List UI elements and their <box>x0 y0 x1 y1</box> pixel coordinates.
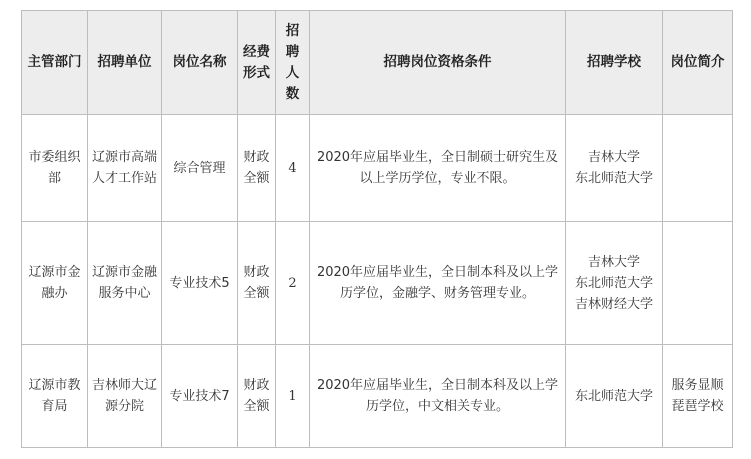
header-funding: 经费形式 <box>238 11 276 115</box>
header-conditions: 招聘岗位资格条件 <box>310 11 566 115</box>
cell-conditions: 2020年应届毕业生，全日制硕士研究生及以上学历学位，专业不限。 <box>310 115 566 222</box>
cell-count: 2 <box>276 222 310 345</box>
table-row <box>22 345 733 448</box>
cell-conditions: 2020年应届毕业生，全日制本科及以上学历学位，金融学、财务管理专业。 <box>310 222 566 345</box>
cell-unit: 辽源市金融服务中心 <box>88 222 162 345</box>
cell-dept: 辽源市金融办 <box>22 222 88 345</box>
header-position: 岗位名称 <box>162 11 238 115</box>
cell-unit: 辽源市高端人才工作站 <box>88 115 162 222</box>
cell-dept: 辽源市教育局 <box>22 345 88 448</box>
cell-conditions: 2020年应届毕业生，全日制本科及以上学历学位，中文相关专业。 <box>310 345 566 448</box>
header-intro: 岗位简介 <box>663 11 733 115</box>
header-count: 招聘人数 <box>276 11 310 115</box>
cell-position: 专业技术5 <box>162 222 238 345</box>
header-schools: 招聘学校 <box>566 11 663 115</box>
header-unit: 招聘单位 <box>88 11 162 115</box>
cell-schools: 东北师范大学 <box>566 345 663 448</box>
cell-intro <box>663 115 733 222</box>
table-header-row <box>22 11 733 115</box>
cell-position: 专业技术7 <box>162 345 238 448</box>
table-row <box>22 115 733 222</box>
cell-funding: 财政全额 <box>238 345 276 448</box>
table-row <box>22 222 733 345</box>
recruitment-table <box>21 10 733 448</box>
header-dept: 主管部门 <box>22 11 88 115</box>
cell-position: 综合管理 <box>162 115 238 222</box>
cell-count: 4 <box>276 115 310 222</box>
cell-schools: 吉林大学 东北师范大学 吉林财经大学 <box>566 222 663 345</box>
cell-count: 1 <box>276 345 310 448</box>
cell-schools: 吉林大学 东北师范大学 <box>566 115 663 222</box>
cell-unit: 吉林师大辽源分院 <box>88 345 162 448</box>
cell-dept: 市委组织部 <box>22 115 88 222</box>
cell-intro: 服务显顺琵琶学校 <box>663 345 733 448</box>
cell-funding: 财政全额 <box>238 222 276 345</box>
cell-intro <box>663 222 733 345</box>
cell-funding: 财政全额 <box>238 115 276 222</box>
